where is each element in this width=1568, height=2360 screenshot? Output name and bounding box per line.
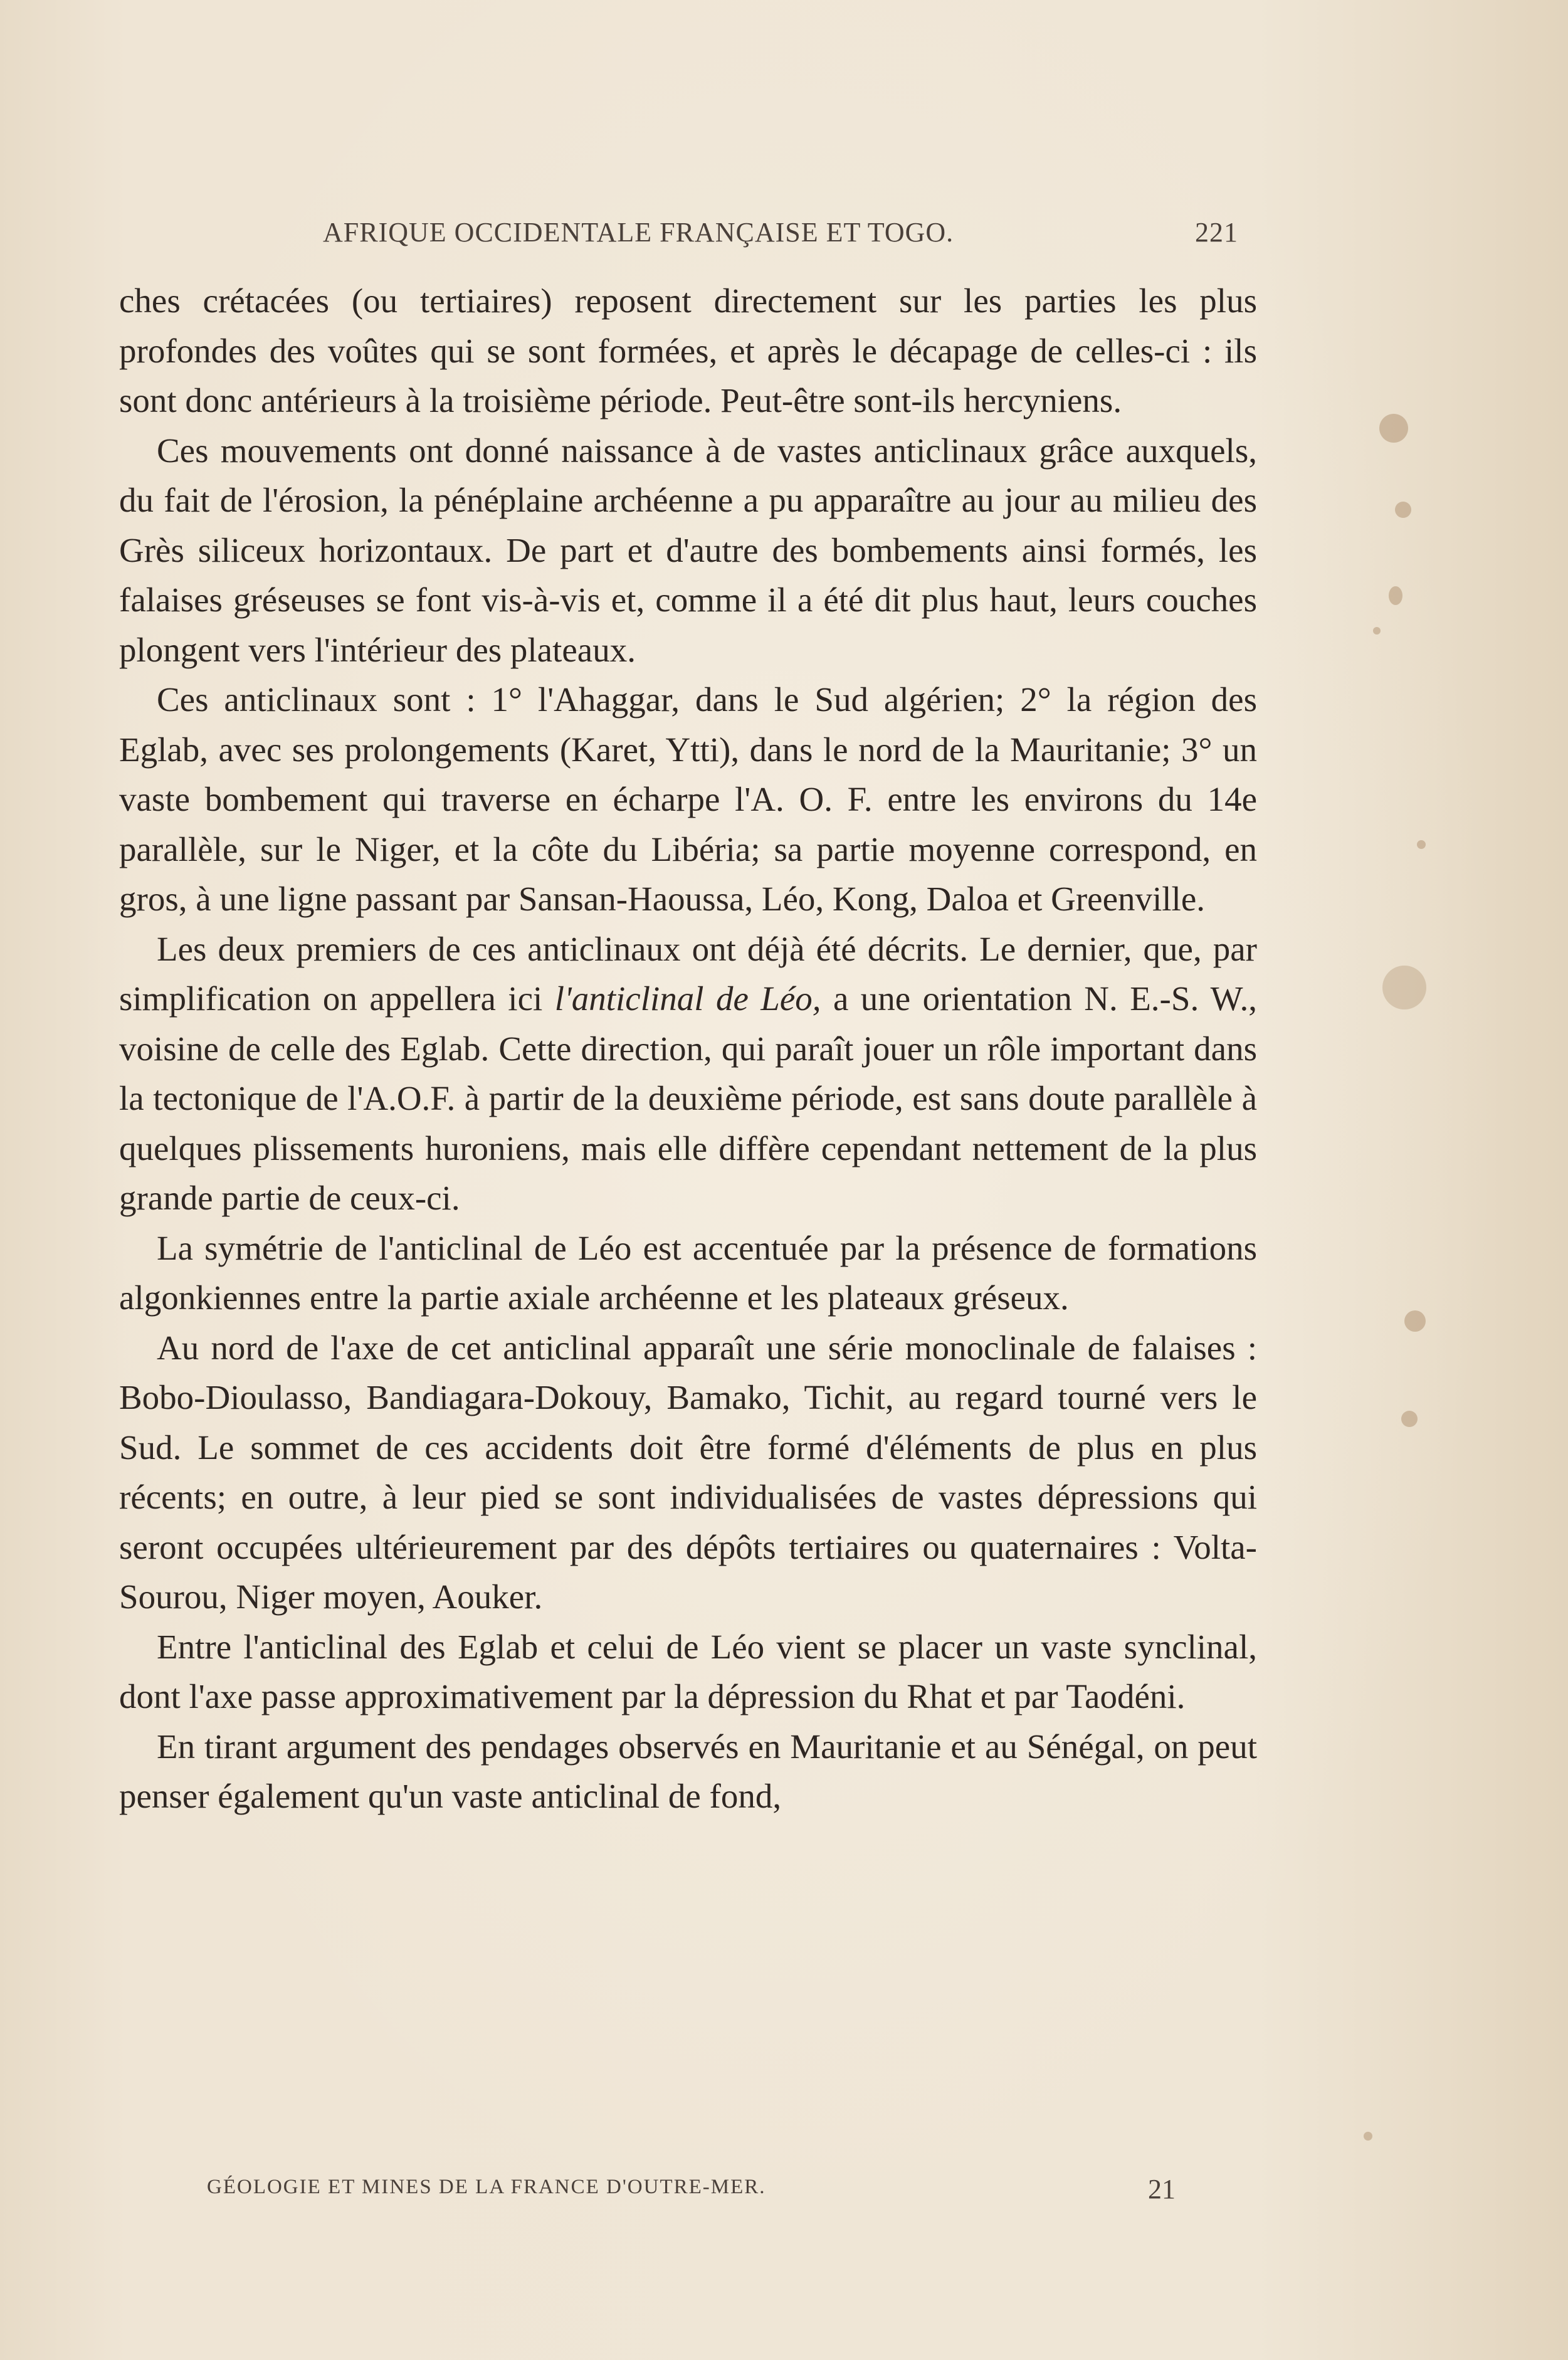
- body-text: [119, 276, 1257, 1821]
- running-head-title: AFRIQUE OCCIDENTALE FRANÇAISE ET TOGO.: [323, 217, 954, 248]
- paragraph-7: Entre l'anticlinal des Eglab et celui de Léo vient se placer un vaste synclinal, dont l'axe passe approximativement par la dépression du Rhat et par Taodéni.: [119, 1627, 1257, 1715]
- foxing-spot: [1373, 627, 1381, 635]
- paragraph-1: ches crétacées (ou tertiaires) reposent directement sur les parties les plus profondes des voûtes qui se sont formées, et après le décapage de celles-ci : ils sont donc antérieurs à la troisième période. Peut-être sont-ils hercyniens.: [119, 282, 1257, 419]
- foxing-spot: [1417, 840, 1426, 849]
- page-number: 221: [1195, 217, 1238, 248]
- foxing-spot: [1389, 586, 1402, 605]
- paragraph-5: La symétrie de l'anticlinal de Léo est accentuée par la présence de formations algonkiennes entre la partie axiale archéenne et les plateaux gréseux.: [119, 1228, 1257, 1317]
- paragraph-6: Au nord de l'axe de cet anticlinal apparaît une série monoclinale de falaises : Bobo-Dioulasso, Bandiagara-Dokouy, Bamako, Tichit, au regard tourné vers le Sud. Le sommet de ces accidents doit être formé d'éléments de plus en plus récents; en outre, à leur pied se sont individualisées de vastes dépressions qui seront occupées ultérieurement par des dépôts tertiaires ou quaternaires : Volta-Sourou, Niger moyen, Aouker.: [119, 1328, 1257, 1616]
- foxing-spot: [1401, 1411, 1418, 1427]
- paragraph-2: Ces mouvements ont donné naissance à de vastes anticlinaux grâce auxquels, du fait de l'érosion, la pénéplaine archéenne a pu apparaître au jour au milieu des Grès siliceux horizontaux. De part et d'autre des bombements ainsi formés, les falaises gréseuses se font vis-à-vis et, comme il a été dit plus haut, leurs couches plongent vers l'intérieur des plateaux.: [119, 431, 1257, 669]
- paragraph-8: En tirant argument des pendages observés en Mauritanie et au Sénégal, on peut penser également qu'un vaste anticlinal de fond,: [119, 1727, 1257, 1815]
- foxing-spot: [1379, 414, 1408, 443]
- italic-term: l'anticlinal de Léo,: [554, 979, 821, 1018]
- signature-mark: 21: [1148, 2174, 1176, 2205]
- footer: [207, 2176, 1176, 2207]
- foxing-spot: [1395, 502, 1411, 518]
- footer-title: GÉOLOGIE ET MINES DE LA FRANCE D'OUTRE-MER.: [207, 2176, 766, 2198]
- paragraph-4: [119, 924, 1257, 1223]
- foxing-spot: [1382, 966, 1426, 1009]
- paragraph-3: Ces anticlinaux sont : 1° l'Ahaggar, dans le Sud algérien; 2° la région des Eglab, avec ses prolongements (Karet, Ytti), dans le nord de la Mauritanie; 3° un vaste bombement qui traverse en écharpe l'A. O. F. entre les environs du 14e parallèle, sur le Niger, et la côte du Libéria; sa partie moyenne correspond, en gros, à une ligne passant par Sansan-Haoussa, Léo, Kong, Daloa et Greenville.: [119, 680, 1257, 918]
- foxing-spot: [1364, 2132, 1372, 2141]
- foxing-spot: [1404, 1310, 1426, 1332]
- paragraph-4-end: a une orientation N. E.-S. W., voisine de celle des Eglab. Cette direction, qui paraît jouer un rôle important dans la tectonique de l'A.O.F. à partir de la deuxième période, est sans doute parallèle à quelques plissements huroniens, mais elle diffère cependant nettement de la plus grande partie de ceux-ci.: [119, 979, 1257, 1217]
- paragraph-4-start: Les deux premiers de ces anticlinaux ont déjà été décrits. Le dernier, que, par simplification on appellera ici: [119, 929, 1257, 1018]
- running-head: [323, 216, 1238, 254]
